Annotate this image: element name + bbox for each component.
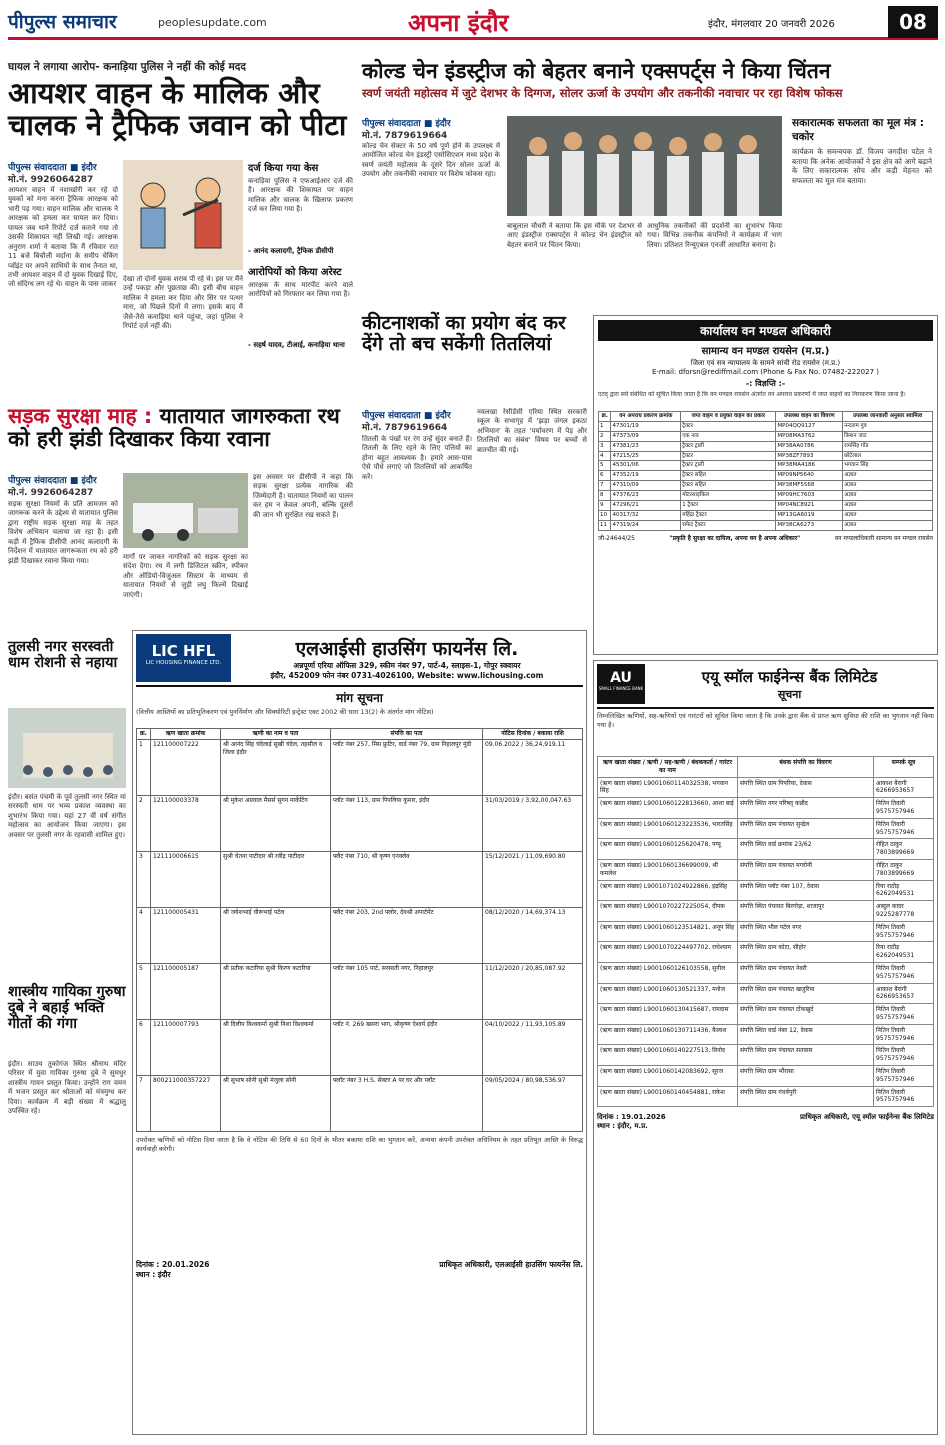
table-cell: MP08MA3762 <box>776 431 843 441</box>
case-sidebar <box>248 160 353 398</box>
headline-tag: सड़क सुरक्षा माह : <box>8 404 160 428</box>
table-cell: 47381/23 <box>611 441 681 451</box>
table-cell: प्लॉट नंबर 113, ग्राम पिपलिया कुमार, इंदौर <box>331 795 483 851</box>
body-col2: देखा तो दोनों युवक शराब पी रहे थे। इस पर मैंने उन्हें पकड़ा और पूछताछ की। इसी बीच वाहन मालिक ने हमला कर दिया और सिर पर पत्थर मारा, जो पिछले दिनों में लगा। इसके बाद मैं जैसे-तैसे कनाड़िया थाने पहुंचा, जहां पुलिस ने रिपोर्ट दर्ज नहीं की। <box>123 275 243 331</box>
body-col1: सड़क सुरक्षा नियमों के प्रति आमजन को जागरूक करने के उद्देश्य से यातायात पुलिस द्वारा राष्ट्रीय सड़क सुरक्षा माह के तहत विशेष अभियान चलाया जा रहा है। इसी कड़ी में ट्रैफिक डीसीपी आनंद कलादगी के निर्देशन में यातायात जागरूकता रथ को हरी झंडी दिखाकर रवाना किया गया। <box>8 500 118 565</box>
table-cell: MP38AA0786 <box>776 441 843 451</box>
arrest-title: आरोपियों को किया अरेस्ट <box>248 267 342 278</box>
lic-place: स्थान : इंदौर <box>136 1269 171 1279</box>
table-cell: ट्रैक्टर ट्राली <box>681 461 776 471</box>
table-cell: अज्ञात <box>843 500 933 510</box>
table-cell: संपत्ति स्थित वार्ड नंबर 12, देवास <box>738 1024 874 1045</box>
table-cell: 9 <box>599 500 611 510</box>
table-cell: (ऋण खाता संख्या) L9001060140227513, विनोद <box>598 1045 738 1066</box>
table-cell: संपत्ति स्थित ग्राम भौंरासा <box>738 1065 874 1086</box>
table-cell: संपत्ति स्थित वार्ड क्रमांक 23/62 <box>738 839 874 860</box>
loan-row <box>598 818 934 839</box>
notice-address: जिला एवं सत्र न्यायालय के सामने सांची रोड रायसेन (म.प्र.) <box>690 359 841 367</box>
table-cell: फ्लैट नंबर 203, 2nd फ्लोर, देवश्री अपार्टमेंट <box>331 907 483 963</box>
table-cell: 121100005431 <box>151 907 221 963</box>
body-col1: तितली के पंखों पर रंग उन्हें सुंदर बनाते हैं। तितली के लिए रहने के लिए पत्तियों का होना बहुत आवश्यक है। हमारे आस-पास ऐसे पौधे लगाएं जो तितलियों को आकर्षित करें। <box>362 435 472 481</box>
loan-row <box>598 777 934 798</box>
lic-table <box>136 728 583 1132</box>
table-cell: 08/12/2020 / 14,69,374.13 <box>483 907 583 963</box>
table-cell: 45301/06 <box>611 461 681 471</box>
notice-label: -: विज्ञप्ति :- <box>745 379 786 388</box>
mobile: मो.नं. 9926064287 <box>8 175 94 185</box>
table-cell: नितिन तिवारी 9575757946 <box>874 1004 934 1025</box>
lic-logo <box>136 634 231 682</box>
table-cell: 7 <box>599 481 611 491</box>
table-cell: 2 <box>599 431 611 441</box>
article-classical-singer <box>8 985 126 1425</box>
table-cell: 31/03/2019 / 3,92,00,047.63 <box>483 795 583 851</box>
site-url[interactable]: peoplesupdate.com <box>158 16 267 29</box>
table-cell: संपत्ति स्थित ग्राम पंचायत नेवरी <box>738 962 874 983</box>
body-col3: आधुनिक तकनीकों की प्रदर्शनी का शुभारंभ किया गया। विभिन्न तकनीक कंपनियों ने कार्यक्रम में भाग लिया। प्रतिशत रिन्यूएबल एनर्जी आधारित बनाना है। <box>647 222 782 249</box>
table-cell: MP09HC7603 <box>776 491 843 501</box>
table-cell: 47296/21 <box>611 500 681 510</box>
loan-row <box>598 798 934 819</box>
table-cell: ट्रैक्टर सहित <box>681 471 776 481</box>
loan-row <box>598 839 934 860</box>
arrest-text: आरक्षक के साथ मारपीट करने वाले आरोपियों को गिरफ्तार कर लिया गया है। <box>248 281 353 299</box>
table-cell: 6 <box>599 471 611 481</box>
loan-row <box>598 921 934 942</box>
table-cell: (ऋण खाता संख्या) L9001070227225054, दीपक <box>598 901 738 922</box>
table-cell: ट्रैक्टर ट्राली <box>681 441 776 451</box>
headline: तुलसी नगर सरस्वती धाम रोशनी से नहाया <box>8 639 118 671</box>
col-header: नोटिस दिनांक / बकाया राशि <box>483 729 583 740</box>
table-cell: MP13GA6019 <box>776 510 843 520</box>
table-cell: अब्दुल कादर 9225287778 <box>874 901 934 922</box>
table-cell: संपत्ति स्थित ग्राम पंचायत सतवास <box>738 1045 874 1066</box>
table-cell: रिया राठौड़ 6262049531 <box>874 880 934 901</box>
table-cell: 2 <box>137 795 151 851</box>
table-cell: रामसिंह गोंड <box>843 441 933 451</box>
table-cell: 121110006615 <box>151 851 221 907</box>
table-cell: संपत्ति स्थित ग्राम पिपरिया, देवास <box>738 777 874 798</box>
subhead: स्वर्ण जयंती महोत्सव में जुटे देशभर के दिग्गज, सोलर ऊर्जा के उपयोग और तकनीकी नवाचार पर रहा विशेष फोकस <box>362 86 843 101</box>
case-text: कनाड़िया पुलिस ने एफआईआर दर्ज की है। आरक्षक की शिकायत पर वाहन मालिक और चालक के खिलाफ प्रकरण दर्ज कर लिया गया है। <box>248 177 353 214</box>
table-cell: MP09NP5640 <box>776 471 843 481</box>
table-cell: अज्ञात <box>843 471 933 481</box>
col-header: वन अपराध प्रकरण क्रमांक <box>611 412 681 422</box>
sidebar-text: कार्यक्रम के समन्वयक डॉ. विजय जगदीश पटेल ने बताया कि अनेक आयोजकों ने इस क्षेत्र को आगे बढ़ाने के लिए सकारात्मक सोच और कड़ी मेहनत को सफलता का मूल मंत्र बताया। <box>792 147 932 186</box>
table-cell: (ऋण खाता संख्या) L9001060126103558, सुनील <box>598 962 738 983</box>
table-cell: 121100007222 <box>151 739 221 795</box>
table-cell: 47301/19 <box>611 421 681 431</box>
vehicle-row <box>599 451 933 461</box>
loan-row <box>598 1086 934 1107</box>
case-title: दर्ज किया गया केस <box>248 163 319 174</box>
col-header: ऋण खाता संख्या / ऋणी / सह-ऋणी / बंधककर्ता / गारंटर का नाम <box>598 757 738 778</box>
col-header: ऋण खाता क्रमांक <box>151 729 221 740</box>
case-source: - आनंद कलादगी, ट्रैफिक डीसीपी <box>248 247 334 255</box>
loan-row <box>598 1024 934 1045</box>
byline: पीपुल्स संवाददाता ■ इंदौर <box>8 476 97 486</box>
table-cell: (ऋण खाता संख्या) L9001060125620478, पप्पू <box>598 839 738 860</box>
table-cell: फ्लॉट नंबर 3 H.S. सेक्टर A पर घर और प्लॉट <box>331 1075 483 1131</box>
body: इंदौर। बसंत पंचमी के पूर्व तुलसी नगर स्थित मां सरस्वती धाम पर भव्य प्रकाश व्यवस्था का शुभारंभ किया गया। यहां 27 वीं वर्ष संगीत महोत्सव का आयोजन किया जाएगा। इस अवसर पर तुलसी नगर के रहवासी शामिल हुए। <box>8 793 126 839</box>
table-cell: मोटरसाइकिल <box>681 491 776 501</box>
byline: पीपुल्स संवाददाता ■ इंदौर <box>362 411 451 421</box>
table-cell: एक नाव <box>681 431 776 441</box>
event-photo <box>507 116 782 216</box>
table-cell: अज्ञात <box>843 491 933 501</box>
table-cell: 1 ट्रैक्टर <box>681 500 776 510</box>
table-cell: संपत्ति स्थित पंचायत बिरगोड़ा, शाजापुर <box>738 901 874 922</box>
table-cell: आकाश बैरागी 6266953657 <box>874 777 934 798</box>
table-cell: नन्दराम पुत्र <box>843 421 933 431</box>
col-header: क्र. <box>137 729 151 740</box>
kicker: घायल ने लगाया आरोप- कनाड़िया पुलिस ने नहीं की कोई मदद <box>8 61 246 73</box>
table-cell: 7 <box>137 1075 151 1131</box>
temple-photo <box>8 708 126 788</box>
col-header: संपत्ति का पता <box>331 729 483 740</box>
table-cell: (ऋण खाता संख्या) L9001060130415687, रामदास <box>598 1004 738 1025</box>
borrower-row <box>137 907 583 963</box>
table-cell: 09/05/2024 / 80,98,536.97 <box>483 1075 583 1131</box>
borrower-row <box>137 1075 583 1131</box>
table-cell: श्री आनंद सिंह चंदेलाई सुखी चंदेल, तहसील व जिला इंदौर <box>221 739 331 795</box>
table-cell: प्लॉट नं. 269 खसरा भाग, श्रीकृष्ण ऐश्वर्य इंदौर <box>331 1019 483 1075</box>
table-cell: 10 <box>599 510 611 520</box>
vehicle-row <box>599 461 933 471</box>
table-cell: (ऋण खाता संख्या) L9001060114032538, भगवान सिंह <box>598 777 738 798</box>
table-cell: संपत्ति स्थित ग्राम पंचायत सुन्द्रेल <box>738 818 874 839</box>
borrower-row <box>137 851 583 907</box>
table-cell: श्री सुभाष सोनी सुश्री मंजुला सोनी <box>221 1075 331 1131</box>
table-cell: 6 <box>137 1019 151 1075</box>
mobile: मो.नं. 7879619664 <box>362 131 448 141</box>
article-butterflies <box>362 313 587 623</box>
table-cell: संपत्ति स्थित भील पटेल नगर <box>738 921 874 942</box>
au-logo <box>597 664 645 704</box>
table-cell: 121100005187 <box>151 963 221 1019</box>
lic-address: इंदौर, 452009 फोन नंबर 0731-4026100, Website: www.lichousing.com <box>270 671 544 680</box>
table-cell: 3 <box>599 441 611 451</box>
table-cell: 121100007793 <box>151 1019 221 1075</box>
table-cell: नितिन तिवारी 9575757946 <box>874 1045 934 1066</box>
au-table <box>597 756 934 1107</box>
table-cell: 47319/24 <box>611 520 681 530</box>
table-cell: MP38MF5568 <box>776 481 843 491</box>
au-intro: निम्नलिखित ऋणियों, सह-ऋणियों एवं गारंटरों को सूचित किया जाता है कि उनके द्वारा बैंक से प्राप्त ऋण सुविधा की राशि का भुगतान नहीं किया गया है। <box>597 712 934 729</box>
table-cell: ट्रैक्टर सहित <box>681 481 776 491</box>
au-date: दिनांक : 19.01.2026 <box>597 1113 666 1122</box>
table-cell: श्री प्रतीक कटारिया सुश्री किरण कटारिया <box>221 963 331 1019</box>
table-cell: फ्लैट नंबर 710, श्री कृष्ण एनक्लेव <box>331 851 483 907</box>
table-cell: भगवान सिंह <box>843 461 933 471</box>
table-cell: 47215/25 <box>611 451 681 461</box>
vehicle-row <box>599 500 933 510</box>
lic-date: दिनांक : 20.01.2026 <box>136 1259 210 1269</box>
table-cell: MP38ZF7893 <box>776 451 843 461</box>
page-header <box>8 6 938 40</box>
mobile: मो.नं. 7879619664 <box>362 423 448 433</box>
table-cell: MP38CA6273 <box>776 520 843 530</box>
table-cell: 47352/19 <box>611 471 681 481</box>
headline: आयशर वाहन के मालिक और चालक ने ट्रैफिक जवान को पीटा <box>8 76 347 142</box>
notice-subtitle: सामान्य वन मण्डल रायसेन (म.प्र.) <box>701 346 830 357</box>
page-number: 08 <box>888 6 938 38</box>
headline: यातायात जागरुकता रथ को हरी झंडी दिखाकर किया रवाना <box>8 404 340 452</box>
table-cell: नितिन तिवारी 9575757946 <box>874 921 934 942</box>
sidebar-title: सकारात्मक सफलता का मूल मंत्र : चकोर <box>792 117 924 143</box>
table-cell: (ऋण खाता संख्या) L9001060142083692, सूरज <box>598 1065 738 1086</box>
loan-row <box>598 859 934 880</box>
table-cell: (ऋण खाता संख्या) L9001060140454881, राकेश <box>598 1086 738 1107</box>
table-cell: ट्रैक्टर <box>681 421 776 431</box>
col-header: बंधक संपत्ति का विवरण <box>738 757 874 778</box>
headline: कीटनाशकों का प्रयोग बंद कर देंगे तो बच सकेंगी तितलियां <box>362 312 566 355</box>
lic-footer: उपरोक्त ऋणियों को नोटिस दिया जाता है कि वे नोटिस की तिथि से 60 दिनों के भीतर बकाया राशि का भुगतान करें, अन्यथा कंपनी उपरोक्त अधिनियम के तहत प्रतिभूत आस्ति के विरुद्ध कार्यवाही करेगी। <box>136 1135 583 1153</box>
table-cell: (ऋण खाता संख्या) L9001070224497702, राधेश्याम <box>598 942 738 963</box>
table-cell: (ऋण खाता संख्या) L9001060122813660, आशा बाई <box>598 798 738 819</box>
table-cell: प्लॉट नंबर 105 पार्ट, सरस्वती नगर, निहालपुर <box>331 963 483 1019</box>
byline: पीपुल्स संवाददाता ■ इंदौर <box>8 163 97 173</box>
notice-email: E-mail: dforsn@rediffmail.com (Phone & Fax No. 07482-222027 ) <box>651 368 879 376</box>
lic-brand-sub: LIC HOUSING FINANCE LTD. <box>145 660 222 666</box>
lic-demand-notice <box>132 630 587 1435</box>
table-cell: MP38MA4186 <box>776 461 843 471</box>
table-cell: अज्ञात <box>843 481 933 491</box>
table-cell: 47310/09 <box>611 481 681 491</box>
table-cell: 121100003378 <box>151 795 221 851</box>
table-cell: 47373/09 <box>611 431 681 441</box>
table-cell: छोटेलाल <box>843 451 933 461</box>
vehicle-row <box>599 421 933 431</box>
cartoon-image <box>123 160 243 270</box>
table-cell: 47376/23 <box>611 491 681 501</box>
table-cell: 04/10/2022 / 11,93,105.89 <box>483 1019 583 1075</box>
table-cell: अज्ञात <box>843 510 933 520</box>
table-cell: श्री दिलीप विश्वकर्मा सुश्री निशा विश्वकर्मा <box>221 1019 331 1075</box>
lic-sign: प्राधिकृत अधिकारी, एलआईसी हाउसिंग फायनेंस लि. <box>439 1259 583 1269</box>
table-cell: (ऋण खाता संख्या) L9001060123223536, भारतसिंह <box>598 818 738 839</box>
body-col2: बाबूलाल चौधरी ने बताया कि इस मौके पर देशभर से आए इंडस्ट्रीज एक्सपर्ट्स ने कोल्ड चेन इंडस्ट्रीज को बेहतर बनाने पर चिंतन किया। <box>507 222 642 249</box>
table-cell: किशन जाट <box>843 431 933 441</box>
table-cell: 5 <box>599 461 611 471</box>
loan-row <box>598 1004 934 1025</box>
lic-name: एलआईसी हाउसिंग फायनेंस लि. <box>295 638 519 660</box>
lic-brand: LIC HFL <box>151 642 216 660</box>
vehicle-row <box>599 431 933 441</box>
table-cell: नितिन तिवारी 9575757946 <box>874 818 934 839</box>
table-cell: (ऋण खाता संख्या) L9001060136699009, श्री कमलेश <box>598 859 738 880</box>
body-col2: मार्गों पर जाकर नागरिकों को सड़क सुरक्षा का संदेश देगा। रथ में लगी डिजिटल स्क्रीन, स्पीकर और ऑडियो-विजुअल सिस्टम के माध्यम से यातायात नियमों से जुड़ी लघु फिल्में दिखाई जाएंगी। <box>123 553 248 599</box>
article-cold-chain <box>362 60 937 310</box>
loan-row <box>598 962 934 983</box>
table-cell: 8 <box>599 491 611 501</box>
article-road-safety <box>8 405 353 635</box>
table-cell: संपत्ति स्थित ग्राम गंधर्वपुरी <box>738 1086 874 1107</box>
table-cell: 5 <box>137 963 151 1019</box>
body-col2: नवलखा रेसीडेंसी एरिया स्थित सरकारी स्कूल के सभागृह में 'झड़ा जंगल इकठा अभियान' के तहत 'पर्यावरण में पेड़ और तितलियों का संबंध' विषय पर बच्चों से बातचीत की गई। <box>477 408 587 454</box>
table-cell: (ऋण खाता संख्या) L9001060130521337, मनोज <box>598 983 738 1004</box>
au-title: सूचना <box>777 687 802 701</box>
notice-slogan: "प्रकृति है सुरक्षा का दायित्व, अपना वन है अपना अधिकार" <box>669 534 801 542</box>
table-cell: MP04NC8921 <box>776 500 843 510</box>
au-place: स्थान : इंदौर, म.प्र. <box>597 1122 648 1131</box>
body: इंदौर। साउथ तुकोगंज स्थित श्रीनाथ मंदिर परिसर में युवा गायिका गुरुषा दुबे ने सुमधुर शास्त्रीय गायन प्रस्तुत किया। उन्होंने राग यमन में भजन प्रस्तुत कर श्रोताओं को मंत्रमुग्ध कर दिया। कार्यक्रम में बड़ी संख्या में श्रद्धालु उपस्थित रहे। <box>8 1060 126 1116</box>
borrower-row <box>137 1019 583 1075</box>
notice-title: कार्यालय वन मण्डल अधिकारी <box>598 320 933 341</box>
borrower-row <box>137 739 583 795</box>
table-cell: (ऋण खाता संख्या) L9001071024922866, इंद्रसिंह <box>598 880 738 901</box>
table-cell: 11/12/2020 / 20,85,087.92 <box>483 963 583 1019</box>
headline: कोल्ड चेन इंडस्ट्रीज को बेहतर बनाने एक्सपर्ट्स ने किया चिंतन <box>362 59 831 83</box>
col-header: जप्त वाहन व प्रयुक्त वाहन का प्रकार <box>681 412 776 422</box>
issue-date: इंदौर, मंगलवार 20 जनवरी 2026 <box>708 19 835 30</box>
loan-row <box>598 942 934 963</box>
table-cell: ट्रैक्टर <box>681 451 776 461</box>
table-cell: नितिन तिवारी 9575757946 <box>874 1024 934 1045</box>
lic-title: मांग सूचना <box>336 691 383 705</box>
au-sign: प्राधिकृत अधिकारी, एयू स्मॉल फाईनेन्स बैंक लिमिटेड <box>799 1113 934 1122</box>
vehicle-row <box>599 441 933 451</box>
table-cell: (ऋण खाता संख्या) L9001060130711436, कैलाश <box>598 1024 738 1045</box>
rally-photo <box>123 473 248 548</box>
au-bank-notice <box>593 660 938 1435</box>
col-header: उपलब्ध जानकारी अनुसार स्वामित्व <box>843 412 933 422</box>
table-cell: आकाश बैरागी 6266953657 <box>874 983 934 1004</box>
vehicle-row <box>599 481 933 491</box>
article-traffic-assault <box>8 60 353 400</box>
body-col3: इस अवसर पर डीसीपी ने कहा कि सड़क सुरक्षा प्रत्येक नागरिक की जिम्मेदारी है। यातायात नियमों का पालन कर हम न केवल अपनी, बल्कि दूसरों की जान भी सुरक्षित रख सकते हैं। <box>253 473 353 519</box>
au-logo-sub: SMALL FINANCE BANK <box>598 686 644 691</box>
lic-intro: (वित्तीय आस्तियों का प्रतिभूतिकरण एवं पुनर्निर्माण और सिक्योरिटी इन्ट्रेस्ट एक्ट 2002 की धारा 13(2) के अंतर्गत मांग नोटिस) <box>136 708 434 716</box>
table-cell: 11 <box>599 520 611 530</box>
table-cell: संपत्ति स्थित ग्राम कोटा, सीहोर <box>738 942 874 963</box>
borrower-row <box>137 795 583 851</box>
table-cell: संपत्ति स्थित ग्राम पंचायत टोंकखुर्द <box>738 1004 874 1025</box>
success-sidebar <box>792 116 932 306</box>
vehicle-row <box>599 491 933 501</box>
vehicle-row <box>599 471 933 481</box>
col-header: उपलब्ध वाहन का विवरण <box>776 412 843 422</box>
article-tulsi-nagar <box>8 640 126 980</box>
table-cell: नितिन तिवारी 9575757946 <box>874 1065 934 1086</box>
headline: शास्त्रीय गायिका गुरुषा दुबे ने बहाई भक्ति गीतों की गंगा <box>8 984 126 1032</box>
table-cell: प्लॉट नंबर 257, मिस फ्रुटिर, वार्ड नंबर 79, ग्राम निहालपुर मुंडी <box>331 739 483 795</box>
section-title: अपना इंदौर <box>408 9 509 37</box>
au-logo-text: AU <box>610 670 632 686</box>
table-cell: 4 <box>599 451 611 461</box>
vehicle-row <box>599 520 933 530</box>
vehicle-row <box>599 510 933 520</box>
loan-row <box>598 983 934 1004</box>
table-cell: रिया राठौड़ 6262049531 <box>874 942 934 963</box>
vehicle-table <box>598 411 933 531</box>
body-col1: कोल्ड चेन सेक्टर के 50 वर्ष पूर्ण होने के उपलक्ष्य में आयोजित कोल्ड चेन इंडस्ट्री एसोसिएशन मध्य प्रदेश के स्वर्ण जयंती महोत्सव के दूसरे दिन सोलर ऊर्जा के उपयोग और तकनीकी नवाचार पर विशेष फोकस रहा। <box>362 142 500 179</box>
table-cell: नितिन तिवारी 9575757946 <box>874 1086 934 1107</box>
mobile: मो.नं. 9926064287 <box>8 488 94 498</box>
newspaper-logo: पीपुल्स समाचार <box>8 11 117 33</box>
forest-dept-notice <box>593 315 938 655</box>
loan-row <box>598 880 934 901</box>
borrower-row <box>137 963 583 1019</box>
table-cell: 1 <box>137 739 151 795</box>
table-cell: सुश्री चेतना पाटीदार श्री रवींद्र पाटीदार <box>221 851 331 907</box>
table-cell: महिंद्रा ट्रैक्टर <box>681 510 776 520</box>
table-cell: 3 <box>137 851 151 907</box>
table-cell: 1 <box>599 421 611 431</box>
col-header: ऋणी का नाम व पता <box>221 729 331 740</box>
table-cell: संपत्ति स्थित नगर परिषद् कन्नौद <box>738 798 874 819</box>
table-cell: (ऋण खाता संख्या) L9001060123514821, अनूप सिंह <box>598 921 738 942</box>
table-cell: 800211000357227 <box>151 1075 221 1131</box>
table-cell: 09.06.2022 / 36,24,919.11 <box>483 739 583 795</box>
col-header: सम्पर्क सूत्र <box>874 757 934 778</box>
table-cell: संपत्ति स्थित प्लॉट नंबर 107, देवास <box>738 880 874 901</box>
au-name: एयू स्मॉल फाईनेन्स बैंक लिमिटेड <box>701 667 878 686</box>
body-col1: आयशर वाहन में नशाखोरी कर रहे दो युवकों को मना करना ट्रैफिक आरक्षक को भारी पड़ गया। वाहन मालिक और चालक ने आरक्षक को हमला कर घायल कर दिया। घायल जब थाने रिपोर्ट दर्ज कराने गया तो उसकी शिकायत नहीं लिखी गई। आरक्षक अनुराग शर्मा ने बताया कि मैं रविवार रात 11 बजे बिचौली मर्दाना के समीप चेकिंग प्वॉइंट पर अपने साथियों के साथ तैनात था, तभी आयशर वाहन में दो युवक दिखाई दिए, जो संदिग्ध लग रहे थे। वाहन के पास जाकर <box>8 186 118 289</box>
table-cell: संपत्ति स्थित ग्राम पंचायत खजुरिया <box>738 983 874 1004</box>
table-cell: संपत्ति स्थित ग्राम पंचायत मगरोनी <box>738 859 874 880</box>
loan-row <box>598 901 934 922</box>
table-cell: सफेद ट्रैक्टर <box>681 520 776 530</box>
table-cell: अज्ञात <box>843 520 933 530</box>
table-cell: 4 <box>137 907 151 963</box>
table-cell: श्री मुकेश अग्रवाल मैसर्स सुगन मार्केटिंग <box>221 795 331 851</box>
arrest-source: - सहर्ष यादव, टीआई, कनाड़िया थाना <box>248 341 345 349</box>
table-cell: श्री जयेशभाई धीरूभाई पटेल <box>221 907 331 963</box>
loan-row <box>598 1065 934 1086</box>
loan-row <box>598 1045 934 1066</box>
table-cell: 15/12/2021 / 11,09,690.80 <box>483 851 583 907</box>
table-cell: नितिन तिवारी 9575757946 <box>874 962 934 983</box>
notice-sign: वन मण्डलाधिकारी सामान्य वन मण्डल रायसेन <box>834 534 933 542</box>
table-cell: MP04QQ9127 <box>776 421 843 431</box>
table-cell: 40317/32 <box>611 510 681 520</box>
table-cell: नितिन तिवारी 9575757946 <box>874 798 934 819</box>
table-cell: रोहित ठाकुर 7803899669 <box>874 859 934 880</box>
byline: पीपुल्स संवाददाता ■ इंदौर <box>362 119 451 129</box>
col-header: क्र. <box>599 412 611 422</box>
table-cell: रोहित ठाकुर 7803899669 <box>874 839 934 860</box>
notice-intro: एतद् द्वारा सर्व संबंधित को सूचित किया जाता है कि वन मण्डल रायसेन अंतर्गत वन अपराध प्रकरणों में जप्त वाहनों का निराकरण किया जाना है। <box>598 391 906 398</box>
lic-office: अन्नपूर्णा एरिया ऑफिस 329, स्कीम नंबर 97, पार्ट-4, स्लाइस-1, गोपुर स्क्वायर <box>293 661 521 670</box>
notice-gno: जी-24644/25 <box>598 534 635 542</box>
